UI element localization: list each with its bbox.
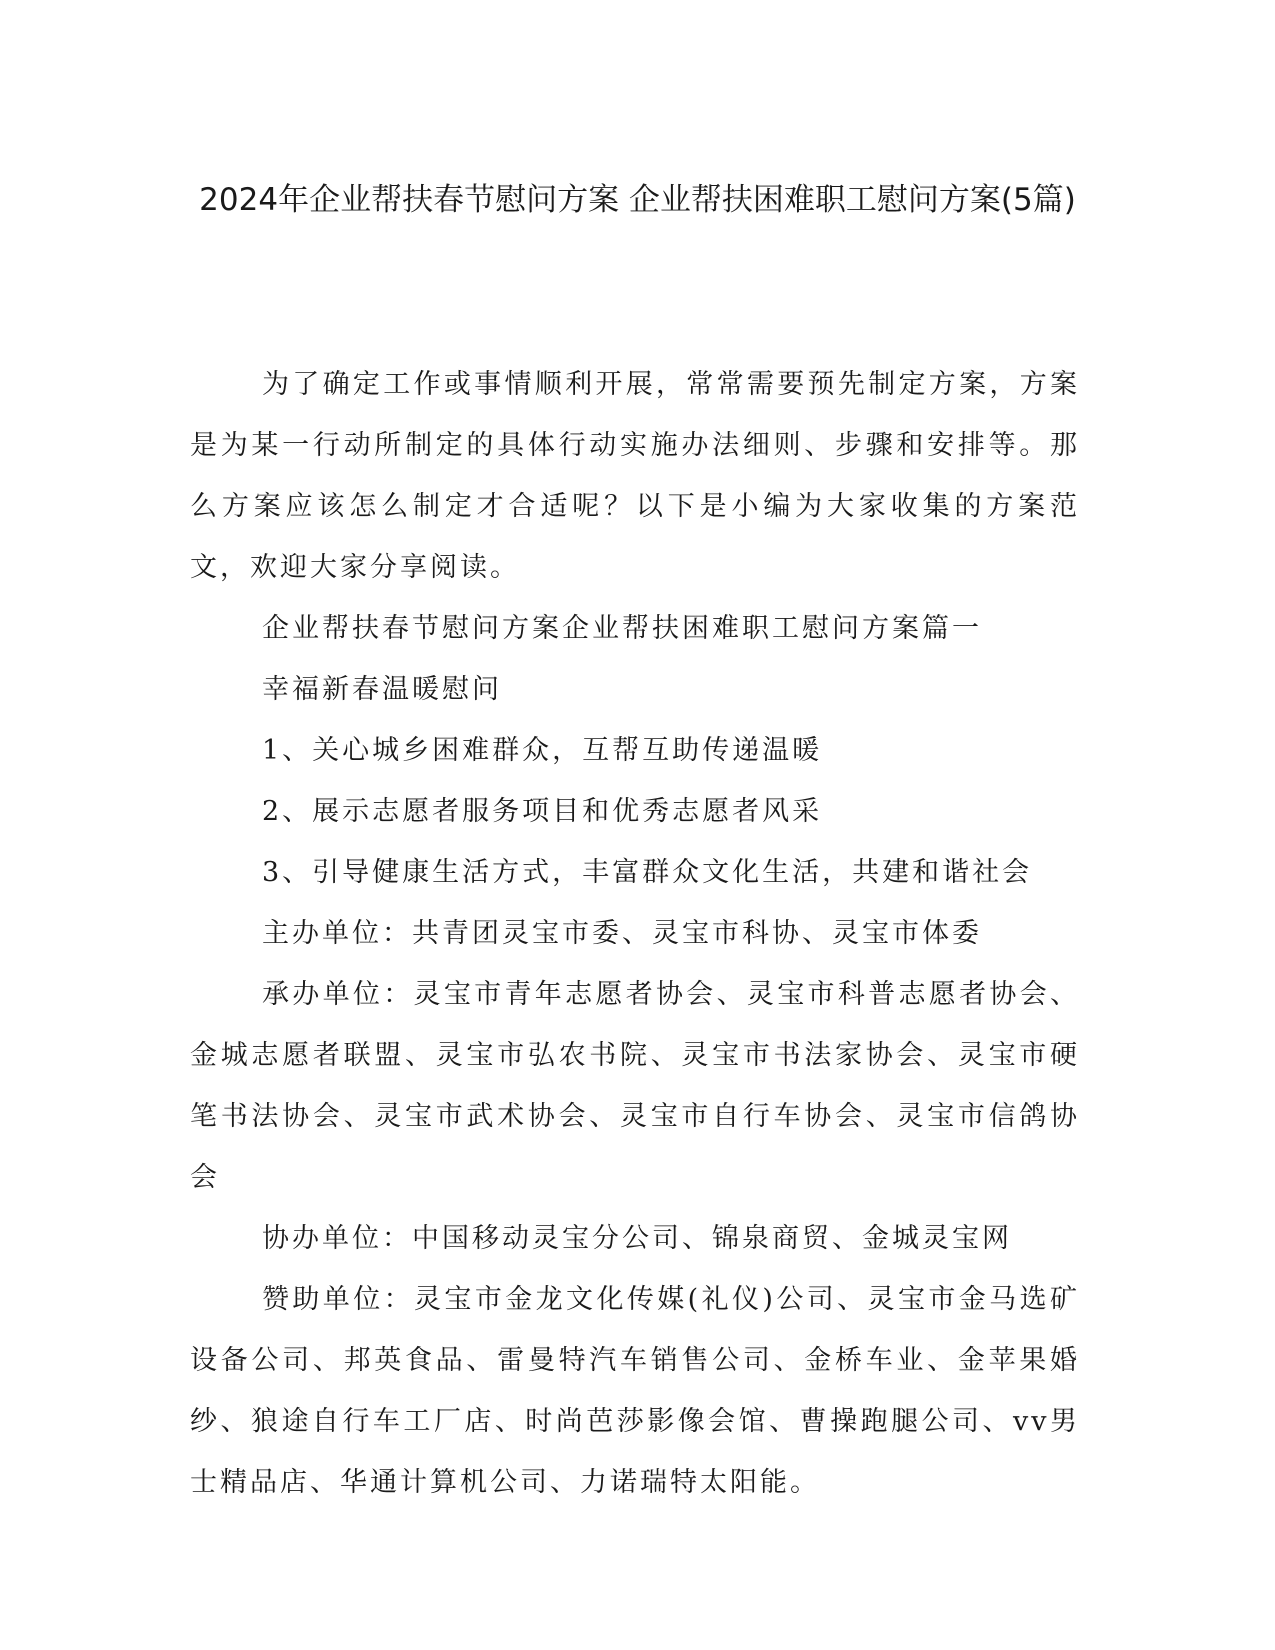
document-body — [190, 354, 1080, 1513]
co-organizer-units: 协办单位：中国移动灵宝分公司、锦泉商贸、金城灵宝网 — [262, 1223, 1012, 1254]
host-units: 主办单位：共青团灵宝市委、灵宝市科协、灵宝市体委 — [262, 918, 982, 949]
document-title: 2024年企业帮扶春节慰问方案 企业帮扶困难职工慰问方案(5篇) — [199, 182, 1076, 218]
goal-item-1: 1、关心城乡困难群众，互帮互助传递温暖 — [262, 735, 823, 766]
sponsor-units: 赞助单位：灵宝市金龙文化传媒(礼仪)公司、灵宝市金马选矿设备公司、邦英食品、雷曼特汽车销售公司、金桥车业、金苹果婚纱、狼途自行车工厂店、时尚芭莎影像会馆、曹操跑腿公司、vv男士精品店、华通计算机公司、力诺瑞特太阳能。 — [190, 1284, 1080, 1498]
goal-item-3: 3、引导健康生活方式，丰富群众文化生活，共建和谐社会 — [262, 857, 1033, 888]
intro-paragraph: 为了确定工作或事情顺利开展，常常需要预先制定方案，方案是为某一行动所制定的具体行动实施办法细则、步骤和安排等。那么方案应该怎么制定才合适呢？以下是小编为大家收集的方案范文，欢迎大家分享阅读。 — [190, 369, 1080, 583]
organizer-units: 承办单位：灵宝市青年志愿者协会、灵宝市科普志愿者协会、金城志愿者联盟、灵宝市弘农书院、灵宝市书法家协会、灵宝市硬笔书法协会、灵宝市武术协会、灵宝市自行车协会、灵宝市信鸽协会 — [190, 979, 1080, 1193]
section-heading: 企业帮扶春节慰问方案企业帮扶困难职工慰问方案篇一 — [262, 613, 982, 644]
goal-item-2: 2、展示志愿者服务项目和优秀志愿者风采 — [262, 796, 823, 827]
event-name: 幸福新春温暖慰问 — [262, 674, 502, 705]
